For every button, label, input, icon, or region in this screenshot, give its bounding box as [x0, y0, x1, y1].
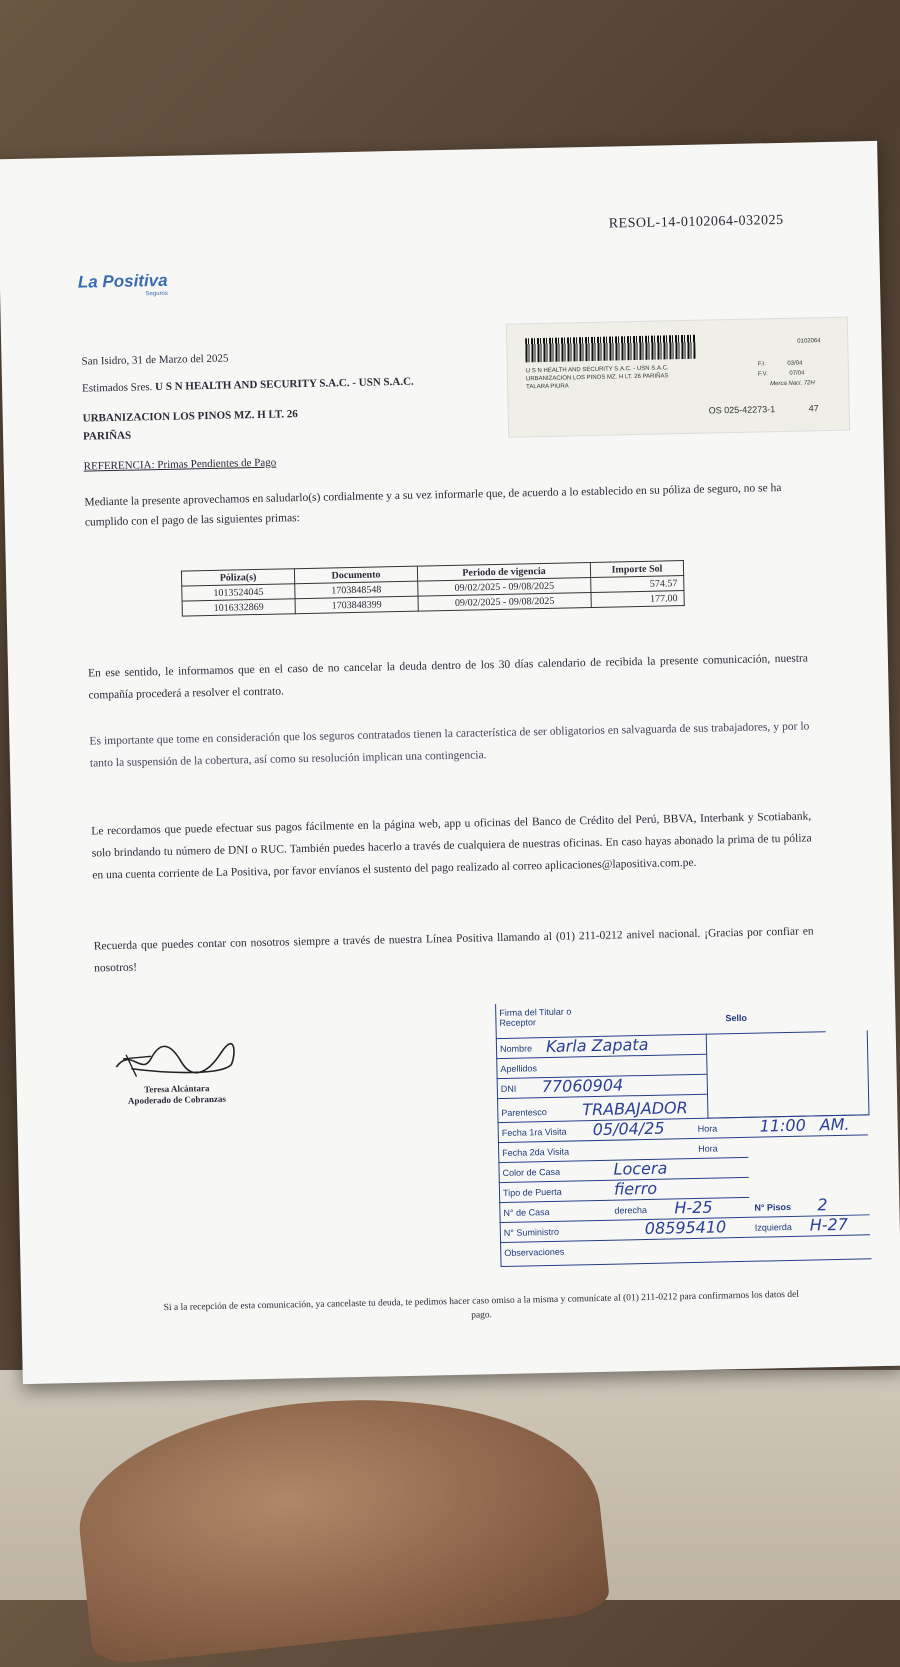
- signature-block: [96, 1034, 257, 1107]
- col-periodo: Periodo de vigencia: [417, 563, 590, 582]
- paragraph-contact: Recuerda que puedes contar con nosotros siempre a través de nuestra Línea Positiva llamando al (01) 211-0212 anivel nacional. ¡Gracias por confiar en nosotros!: [93, 925, 814, 975]
- cell-periodo: 09/02/2025 - 09/08/2025: [418, 593, 591, 612]
- salutation: [82, 373, 414, 398]
- izquierda-value: H-27: [809, 1214, 849, 1235]
- nombre-value: Karla Zapata: [545, 1034, 649, 1057]
- dni-label: DNI: [500, 1083, 517, 1095]
- visita2-label: Fecha 2da Visita: [502, 1146, 570, 1158]
- footer-note: Si a la recepción de esta comunicación, ya cancelaste tu deuda, te pedimos hacer caso omiso a la misma y comunícate al (01) 211-0212 para confirmarnos los datos del pago.: [163, 1289, 800, 1321]
- color-value: Locera: [613, 1158, 668, 1179]
- paragraph-importance: Es importante que tome en consideración que los seguros contratados tienen la característica de ser obligatorios en salvaguarda de sus trabajadores, y por lo tanto la suspensión de la cobertura, así como su resolución implican una contingencia.: [89, 720, 810, 770]
- col-poliza: Póliza(s): [181, 569, 294, 586]
- shipping-label: [506, 317, 850, 438]
- label-fi-value: 03/04: [787, 360, 803, 367]
- pisos-value: 2: [817, 1195, 828, 1215]
- paragraph-cancelation: En ese sentido, le informamos que en el caso de no cancelar la deuda dentro de los 30 días calendario de recibida la presente comunicación, nuestra compañía procederá a resolver el contrato.: [87, 652, 809, 702]
- letter-paper: [0, 141, 900, 1384]
- derecha-value: H-25: [674, 1197, 713, 1218]
- label-line-2: URBANIZACION LOS PINOS MZ. H LT. 26 PARIÑAS: [525, 373, 669, 383]
- signature-icon: [111, 1034, 242, 1085]
- nombre-label: Nombre: [499, 1043, 533, 1055]
- cell-documento: 1703848548: [295, 581, 418, 599]
- puerta-value: fierro: [613, 1178, 658, 1199]
- ampm-value: AM.: [819, 1114, 850, 1135]
- form-border: [495, 996, 871, 1267]
- date-line: San Isidro, 31 de Marzo del 2025: [81, 352, 229, 368]
- cell-poliza: 1016332869: [182, 599, 295, 616]
- premiums-table: [181, 560, 685, 617]
- label-fv-value: 07/04: [789, 370, 805, 377]
- label-os-number: OS 025-42273-1: [708, 404, 776, 416]
- col-importe: Importe Sol: [590, 561, 683, 578]
- address-block: [83, 403, 384, 445]
- salute-prefix: Estimados Sres.: [81, 381, 153, 395]
- cell-periodo: 09/02/2025 - 09/08/2025: [418, 578, 591, 597]
- hora-value: 11:00: [759, 1115, 806, 1136]
- sello-label: Sello: [725, 1012, 748, 1024]
- cell-importe: 177.00: [591, 591, 684, 608]
- cell-poliza: 1013524045: [182, 584, 295, 601]
- derecha-label: derecha: [614, 1204, 648, 1216]
- logo-text: La Positiva: [77, 270, 168, 292]
- reference-line: REFERENCIA: Primas Pendientes de Pago: [83, 456, 277, 473]
- apellidos-label: Apellidos: [500, 1063, 538, 1075]
- label-code-top: 0102064: [797, 338, 821, 345]
- visita1-label: Fecha 1ra Visita: [501, 1126, 567, 1138]
- label-fi-label: F.I.: [757, 361, 766, 368]
- company-name: U S N HEALTH AND SECURITY S.A.C. - USN S.A.C.: [154, 375, 414, 394]
- hora2-label: Hora: [698, 1143, 718, 1154]
- dni-value: 77060904: [541, 1075, 624, 1097]
- signer-name: Teresa Alcántara: [144, 1083, 210, 1095]
- label-fi: [758, 361, 803, 368]
- la-positiva-logo: [78, 271, 168, 299]
- hora-label: Hora: [697, 1123, 718, 1134]
- label-line-3: TALARA PIURA: [526, 383, 569, 391]
- cell-importe: 574.57: [591, 576, 684, 593]
- logo-subtext: Seguros: [145, 290, 168, 298]
- barcode-icon: [525, 335, 695, 363]
- observaciones-label: Observaciones: [504, 1246, 565, 1258]
- pisos-label: N° Pisos: [754, 1201, 792, 1213]
- izquierda-label: Izquierda: [754, 1221, 792, 1233]
- signer-title: Apoderado de Cobranzas: [127, 1093, 227, 1106]
- label-fv: [758, 370, 805, 377]
- delivery-stamp-form: [495, 997, 861, 1304]
- ncasa-label: N° de Casa: [503, 1207, 550, 1218]
- label-service: Merca Naci. 72H: [770, 380, 815, 388]
- reference-code: RESOL-14-0102064-032025: [608, 212, 784, 232]
- puerta-label: Tipo de Puerta: [502, 1186, 562, 1198]
- col-documento: Documento: [294, 566, 417, 584]
- address-line-2: PARIÑAS: [82, 429, 132, 443]
- suministro-label: N° Suministro: [503, 1226, 560, 1238]
- suministro-value: 08595410: [644, 1217, 727, 1239]
- cell-documento: 1703848399: [295, 596, 418, 614]
- parentesco-value: TRABAJADOR: [582, 1098, 688, 1120]
- color-label: Color de Casa: [502, 1166, 561, 1178]
- firma-label: Firma del Titular o Receptor: [499, 1006, 572, 1029]
- label-line-1: U S N HEALTH AND SECURITY S.A.C. - USN S.A.C.: [525, 365, 669, 375]
- address-line-1: URBANIZACION LOS PINOS MZ. H LT. 26: [82, 408, 298, 425]
- intro-paragraph: Mediante la presente aprovechamos en saludarlo(s) cordialmente y a su vez informarle que, de acuerdo a lo establecido en su póliza de seguro, no se ha cumplido con el pago de las siguientes primas:: [84, 482, 782, 529]
- parentesco-label: Parentesco: [501, 1107, 547, 1119]
- visita1-value: 05/04/25: [592, 1118, 665, 1140]
- label-fv-label: F.V.: [757, 371, 768, 378]
- label-os-suffix: 47: [808, 403, 819, 414]
- paragraph-payment-options: Le recordamos que puede efectuar sus pagos fácilmente en la página web, app u oficinas del Banco de Crédito del Perú, BBVA, Interbank y Scotiabank, solo brindando tu número de DNI o RUC. También puedes hacerlo a través de cualquiera de nuestras oficinas. En caso hayas abonado la prima de tu póliza en una cuenta corriente de La Positiva, por favor envíanos el sustento del pago realizado al correo aplicaciones@lapositiva.com.pe.: [91, 810, 812, 882]
